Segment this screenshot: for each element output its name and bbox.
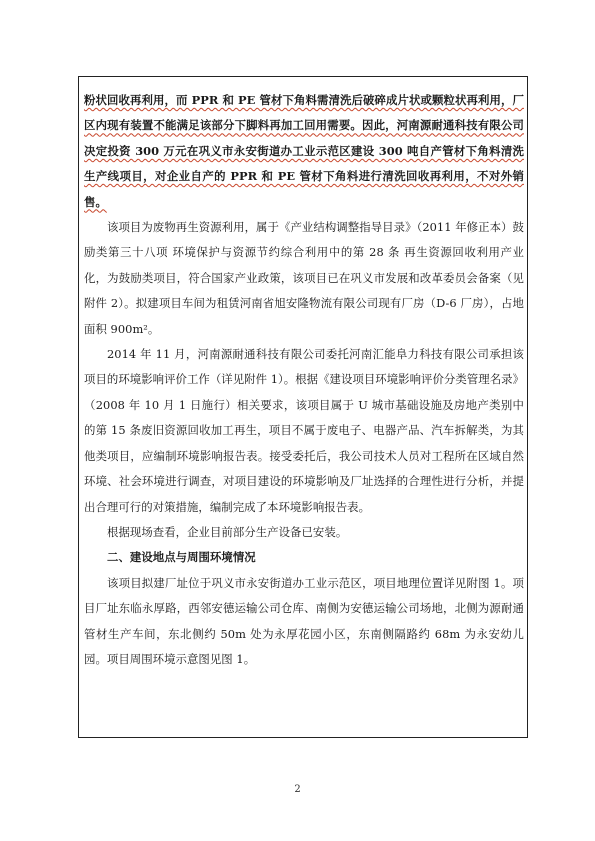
paragraph-site-survey: 根据现场查看，企业目前部分生产设备已安装。 bbox=[107, 524, 348, 539]
paragraph-eia-commission: 2014 年 11 月，河南源耐通科技有限公司委托河南汇能阜力科技有限公司承担该项目的环境影响评价工作（详见附件 1）。根据《建设项目环境影响评价分类管理名录》（2008 年 10 月 1 日施行）相关要求，该项目属于 U 城市基础设施及房地产类别中的第 15 条废旧资源回收加工再生，项目不属于废电子、电器产品、汽车拆解类，为其他类项目，应编制环境影响报告表。接受委托后，我公司技术人员对工程所在区域自然环境、社会环境进行调查，对项目建设的环境影响及厂址选择的合理性进行分析，并提出合理可行的对策措施，编制完成了本环境影响报告表。 bbox=[84, 347, 525, 514]
paragraph-emphasis: 粉状回收再利用，而 PPR 和 PE 管材下角料需清洗后破碎成片状或颗粒状再利用，厂区内现有装置不能满足该部分下脚料再加工回用需要。因此，河南源耐通科技有限公司决定投资 300 万元在巩义市永安街道办工业示范区建设 300 吨自产管材下角料清洗生产线项目，对企业自产的 PPR 和 PE 管材下角料进行清洗回收再利用，不对外销售。 bbox=[84, 93, 524, 209]
page-number: 2 bbox=[294, 784, 301, 795]
paragraph-industrial-policy: 该项目为废物再生资源利用，属于《产业结构调整指导目录》（2011 年修正本）鼓励类第三十八项 环境保护与资源节约综合利用中的第 28 条 再生资源回收利用产业化，为鼓励类项目，符合国家产业政策，该项目已在巩义市发展和改革委员会备案（见附件 2）。拟建项目车间为租赁河南省旭安隆物流有限公司现有厂房（D-6 厂房），占地面积 900m²。 bbox=[84, 220, 524, 336]
section-heading: 二、建设地点与周围环境情况 bbox=[107, 550, 256, 565]
paragraph-location: 该项目拟建厂址位于巩义市永安街道办工业示范区，项目地理位置详见附图 1。项目厂址东临永厚路，西邻安德运输公司仓库、南侧为安德运输公司场地，北侧为源耐通管材生产车间，东北侧约 50m 处为永厚花园小区，东南侧隔路约 68m 为永安幼儿园。项目周围环境示意图见图 1。 bbox=[84, 575, 524, 666]
document-body bbox=[84, 88, 524, 672]
